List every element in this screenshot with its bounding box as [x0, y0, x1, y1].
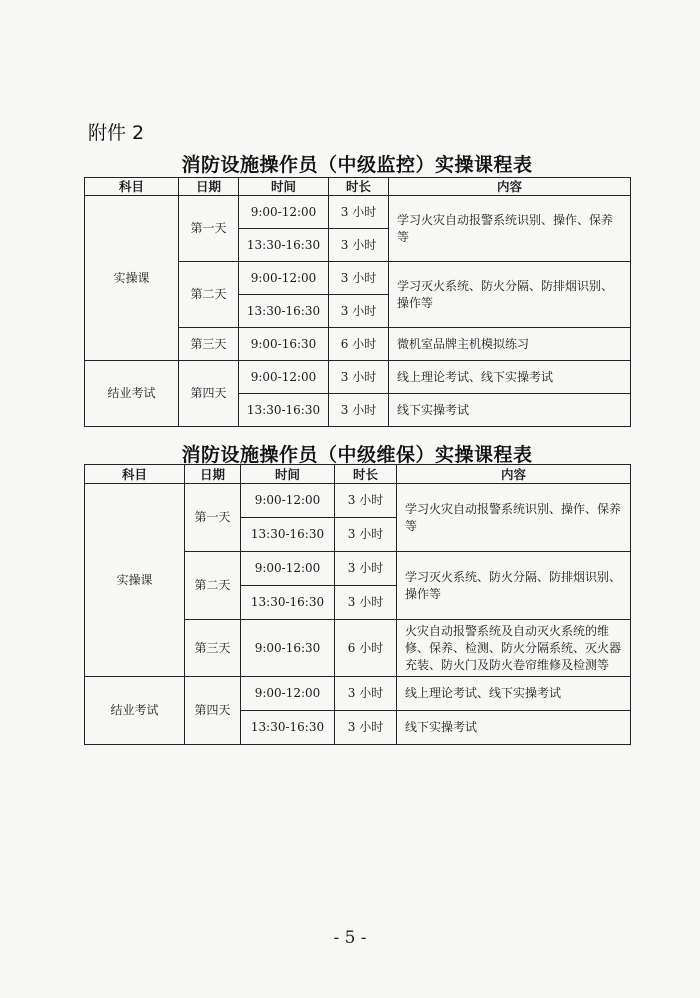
- attachment-label: 附件 2: [88, 122, 145, 144]
- day-cell: 第四天: [179, 361, 239, 427]
- day-cell: 第一天: [179, 196, 239, 262]
- duration-cell: 3 小时: [335, 552, 397, 586]
- table-title-maintenance: 消防设施操作员（中级维保）实操课程表: [181, 444, 533, 466]
- duration-cell: 3 小时: [329, 361, 389, 394]
- header-time: 时间: [241, 465, 335, 484]
- header-duration: 时长: [335, 465, 397, 484]
- time-cell: 13:30-16:30: [241, 711, 335, 745]
- header-date: 日期: [185, 465, 241, 484]
- time-cell: 9:00-16:30: [241, 620, 335, 677]
- duration-cell: 6 小时: [329, 328, 389, 361]
- header-date: 日期: [179, 178, 239, 196]
- content-cell: 学习灭火系统、防火分隔、防排烟识别、操作等: [389, 262, 631, 328]
- time-cell: 13:30-16:30: [239, 394, 329, 427]
- time-cell: 9:00-12:00: [239, 262, 329, 295]
- header-row: [85, 465, 631, 484]
- header-time: 时间: [239, 178, 329, 196]
- time-cell: 13:30-16:30: [241, 586, 335, 620]
- duration-cell: 3 小时: [329, 262, 389, 295]
- duration-cell: 3 小时: [329, 196, 389, 229]
- subject-cell: 结业考试: [85, 677, 185, 745]
- content-cell: 线下实操考试: [397, 711, 631, 745]
- time-cell: 9:00-16:30: [239, 328, 329, 361]
- subject-cell: 实操课: [85, 484, 185, 677]
- content-cell: 微机室品牌主机模拟练习: [389, 328, 631, 361]
- subject-cell: 实操课: [85, 196, 179, 361]
- duration-cell: 3 小时: [335, 586, 397, 620]
- time-cell: 9:00-12:00: [241, 484, 335, 518]
- subject-cell: 结业考试: [85, 361, 179, 427]
- time-cell: 13:30-16:30: [241, 518, 335, 552]
- page-number: - 5 -: [333, 928, 367, 948]
- day-cell: 第二天: [185, 552, 241, 620]
- schedule-table-maintenance: [84, 464, 631, 745]
- content-cell: 学习火灾自动报警系统识别、操作、保养等: [397, 484, 631, 552]
- content-cell: 学习火灾自动报警系统识别、操作、保养等: [389, 196, 631, 262]
- table-row: [85, 677, 631, 711]
- header-row: [85, 178, 631, 196]
- header-subject: 科目: [85, 178, 179, 196]
- time-cell: 9:00-12:00: [239, 196, 329, 229]
- content-cell: 线下实操考试: [389, 394, 631, 427]
- content-cell: 线上理论考试、线下实操考试: [389, 361, 631, 394]
- duration-cell: 3 小时: [329, 229, 389, 262]
- duration-cell: 6 小时: [335, 620, 397, 677]
- header-subject: 科目: [85, 465, 185, 484]
- table-row: [85, 484, 631, 518]
- content-cell: 学习灭火系统、防火分隔、防排烟识别、操作等: [397, 552, 631, 620]
- content-cell: 线上理论考试、线下实操考试: [397, 677, 631, 711]
- header-content: 内容: [389, 178, 631, 196]
- time-cell: 9:00-12:00: [239, 361, 329, 394]
- duration-cell: 3 小时: [329, 394, 389, 427]
- duration-cell: 3 小时: [335, 518, 397, 552]
- time-cell: 13:30-16:30: [239, 295, 329, 328]
- content-cell: 火灾自动报警系统及自动灭火系统的维修、保养、检测、防火分隔系统、灭火器充装、防火门及防火卷帘维修及检测等: [397, 620, 631, 677]
- duration-cell: 3 小时: [329, 295, 389, 328]
- day-cell: 第一天: [185, 484, 241, 552]
- time-cell: 9:00-12:00: [241, 677, 335, 711]
- schedule-table-monitoring: [84, 177, 631, 427]
- duration-cell: 3 小时: [335, 484, 397, 518]
- day-cell: 第四天: [185, 677, 241, 745]
- table-row: [85, 196, 631, 229]
- duration-cell: 3 小时: [335, 711, 397, 745]
- day-cell: 第三天: [185, 620, 241, 677]
- table-title-monitoring: 消防设施操作员（中级监控）实操课程表: [181, 154, 533, 176]
- day-cell: 第二天: [179, 262, 239, 328]
- duration-cell: 3 小时: [335, 677, 397, 711]
- time-cell: 9:00-12:00: [241, 552, 335, 586]
- header-duration: 时长: [329, 178, 389, 196]
- header-content: 内容: [397, 465, 631, 484]
- day-cell: 第三天: [179, 328, 239, 361]
- time-cell: 13:30-16:30: [239, 229, 329, 262]
- table-row: [85, 361, 631, 394]
